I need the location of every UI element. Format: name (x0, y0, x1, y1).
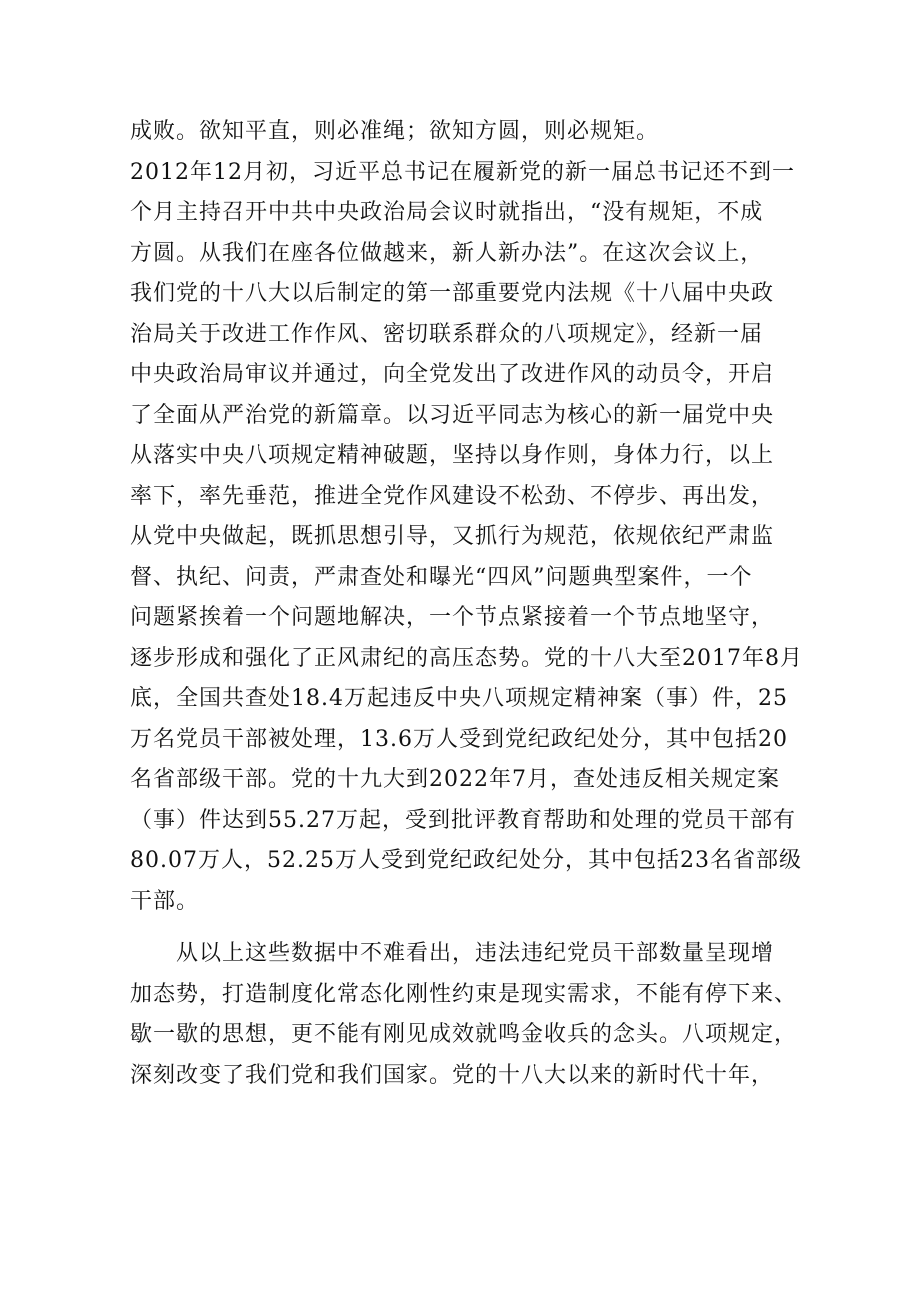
text-line: 从党中央做起，既抓思想引导，又抓行为规范，依规依纪严肃监 (130, 524, 775, 549)
text-line: 底，全国共查处18.4万起违反中央八项规定精神案（事）件，25 (130, 686, 788, 711)
text-line: 2012年12月初，习近平总书记在履新党的新一届总书记还不到一 (130, 159, 795, 185)
text-line: 干部。 (130, 888, 200, 914)
text-line: 治局关于改进工作作风、密切联系群众的八项规定》，经新一届 (130, 321, 764, 347)
body-text (130, 112, 803, 1096)
text-line: 80.07万人，52.25万人受到党纪政纪处分，其中包括23名省部级 (130, 848, 802, 873)
text-line: 万名党员干部被处理，13.6万人受到党纪政纪处分，其中包括20 (130, 726, 788, 752)
text-line: 从落实中央八项规定精神破题，坚持以身作则，身体力行，以上 (130, 443, 775, 468)
text-line: 个月主持召开中共中央政治局会议时就指出，“没有规矩，不成 (130, 200, 764, 225)
text-line: 我们党的十八大以后制定的第一部重要党内法规《十八届中央政 (130, 281, 775, 306)
text-line: 方圆。从我们在座各位做越来，新人新办法”。在这次会议上， (130, 240, 764, 266)
text-line: 成败。欲知平直，则必准绳；欲知方圆，则必规矩。 (130, 119, 660, 144)
text-line: 歇一歇的思想，更不能有刚见成效就鸣金收兵的念头。八项规定， (130, 1022, 798, 1047)
text-line: 中央政治局审议并通过，向全党发出了改进作风的动员令，开启 (130, 362, 775, 387)
text-line: 率下，率先垂范，推进全党作风建设不松劲、不停步、再出发， (130, 483, 775, 509)
text-line: 逐步形成和强化了正风肃纪的高压态势。党的十八大至2017年8月 (130, 645, 803, 671)
text-line: 了全面从严治党的新篇章。以习近平同志为核心的新一届党中央 (130, 402, 775, 428)
paragraph-gap (130, 922, 800, 934)
text-line: 深刻改变了我们党和我们国家。党的十八大以来的新时代十年， (130, 1062, 775, 1088)
text-line: 问题紧挨着一个问题地解决，一个节点紧接着一个节点地坚守， (130, 605, 775, 630)
text-line: 加态势，打造制度化常态化刚性约束是现实需求，不能有停下来、 (130, 981, 798, 1007)
text-line: 从以上这些数据中不难看出，违法违纪党员干部数量呈现增 (176, 941, 775, 966)
text-line: 督、执纪、问责，严肃查处和曝光“四风”问题典型案件，一个 (130, 564, 753, 590)
text-line: 名省部级干部。党的十九大到2022年7月，查处违反相关规定案 (130, 767, 780, 792)
text-line: （事）件达到55.27万起，受到批评教育帮助和处理的党员干部有 (130, 807, 796, 833)
